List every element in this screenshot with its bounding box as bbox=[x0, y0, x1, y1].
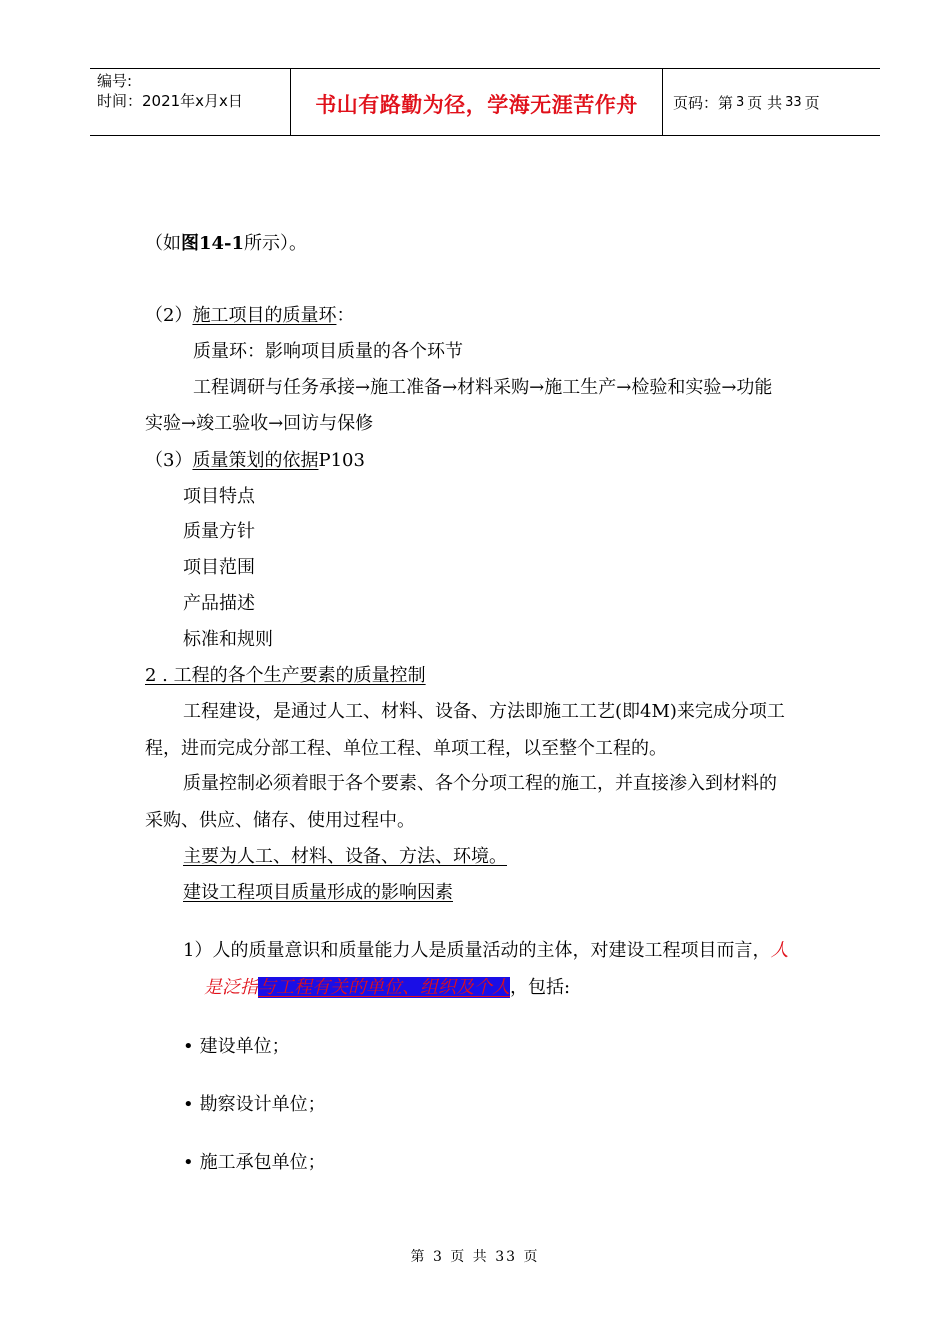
heading-2: 2 . 工程的各个生产要素的质量控制 bbox=[145, 665, 426, 686]
quality-loop-definition: 质量环：影响项目质量的各个环节 bbox=[193, 341, 463, 362]
text-fragment: 所示）。 bbox=[244, 233, 308, 254]
bullet-text: 勘察设计单位； bbox=[199, 1094, 326, 1115]
list-item: 项目范围 bbox=[183, 557, 255, 578]
paragraph-3: 主要为人工、材料、设备、方法、环境。 bbox=[183, 846, 507, 867]
paragraph-2-line-2: 采购、供应、储存、使用过程中。 bbox=[145, 810, 415, 831]
line-figure-ref bbox=[145, 232, 307, 256]
bullet-item bbox=[183, 1093, 326, 1117]
section-2-heading bbox=[145, 304, 354, 328]
page-reference: P103 bbox=[318, 450, 365, 471]
bullet-item bbox=[183, 1035, 290, 1059]
list-item: 质量方针 bbox=[183, 521, 255, 542]
paragraph-4: 建设工程项目质量形成的影响因素 bbox=[183, 882, 453, 903]
section-number: （3） bbox=[145, 450, 193, 471]
text-fragment: ，包括: bbox=[510, 977, 571, 998]
list-item: 标准和规则 bbox=[183, 629, 273, 650]
page-label: 页码：第 bbox=[673, 93, 734, 112]
section-3-heading bbox=[145, 449, 365, 473]
figure-ref: 图14-1 bbox=[181, 233, 245, 254]
text-fragment: 1）人的质量意识和质量能力人是质量活动的主体，对建设工程项目而言， bbox=[183, 940, 771, 961]
text-fragment: （如 bbox=[145, 233, 181, 254]
page-total: 33 bbox=[785, 94, 802, 110]
bullet-text: 施工承包单位； bbox=[199, 1152, 326, 1173]
page-number: 3 bbox=[736, 94, 745, 110]
emphasis-text: 人 bbox=[770, 940, 789, 961]
bullet-icon: • bbox=[183, 1036, 194, 1057]
header-meta bbox=[90, 69, 291, 135]
page-footer: 第 3 页 共 33 页 bbox=[410, 1249, 540, 1265]
bullet-text: 建设单位； bbox=[199, 1036, 290, 1057]
bullet-item bbox=[183, 1151, 326, 1175]
bullet-icon: • bbox=[183, 1152, 194, 1173]
bullet-icon: • bbox=[183, 1094, 194, 1115]
list-item: 项目特点 bbox=[183, 486, 255, 507]
highlighted-text: 与工程有关的单位、组织及个人 bbox=[258, 977, 510, 998]
paragraph-2-line-1: 质量控制必须着眼于各个要素、各个分项工程的施工，并直接渗入到材料的 bbox=[183, 773, 777, 794]
header-page-cell bbox=[663, 69, 880, 135]
paragraph-1-line-2: 程，进而完成分部工程、单位工程、单项工程，以至整个工程的。 bbox=[145, 738, 667, 759]
list-item: 产品描述 bbox=[183, 593, 255, 614]
emphasis-text: 是泛指 bbox=[204, 977, 258, 998]
header-motto-cell bbox=[291, 69, 663, 135]
page-header bbox=[90, 68, 880, 136]
paragraph-1-line-1: 工程建设，是通过人工、材料、设备、方法即施工工艺(即4M)来完成分项工 bbox=[183, 701, 785, 722]
motto: 书山有路勤为径，学海无涯苦作舟 bbox=[315, 93, 638, 117]
quality-loop-flow-1: 工程调研与任务承接→施工准备→材料采购→施工生产→检验和实验→功能 bbox=[193, 377, 773, 398]
section-number: （2） bbox=[145, 305, 193, 326]
date-label: 时间：2021年x月x日 bbox=[97, 92, 243, 110]
colon: ： bbox=[336, 305, 355, 326]
section-title: 质量策划的依据 bbox=[192, 450, 319, 471]
quality-loop-flow-2: 实验→竣工验收→回访与保修 bbox=[145, 413, 374, 434]
factor-1-line-2 bbox=[204, 976, 570, 1000]
section-title: 施工项目的质量环 bbox=[192, 305, 337, 326]
number-label: 编号: bbox=[97, 72, 133, 90]
page-end: 页 bbox=[804, 93, 820, 112]
page-mid: 页 共 bbox=[747, 93, 783, 112]
factor-1-line-1 bbox=[183, 939, 788, 963]
